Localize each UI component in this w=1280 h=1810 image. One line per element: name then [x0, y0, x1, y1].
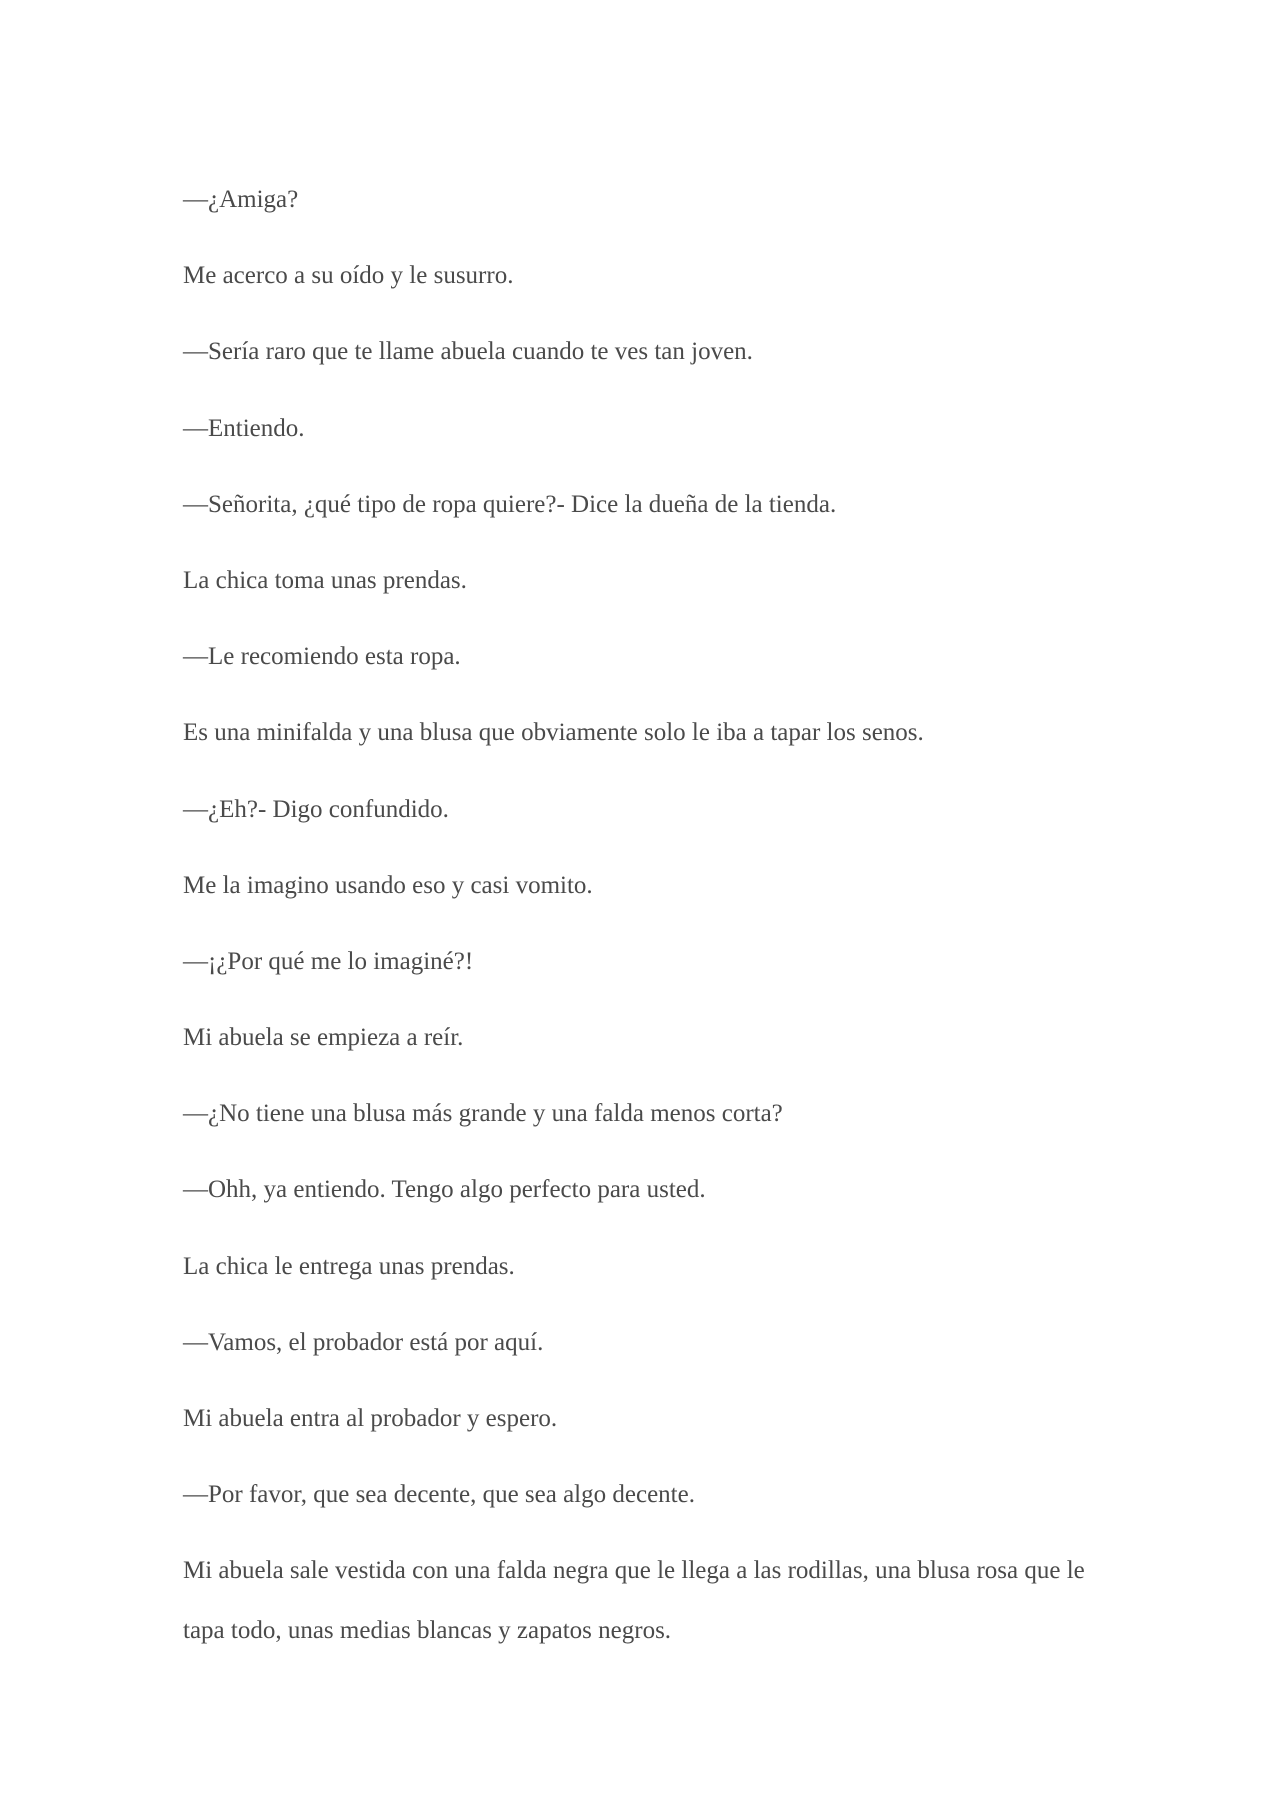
paragraph: La chica toma unas prendas. — [183, 566, 467, 594]
paragraph: Mi abuela se empieza a reír. — [183, 1024, 464, 1052]
paragraph: —¿Amiga? — [183, 186, 299, 213]
paragraph: —Sería raro que te llame abuela cuando te ves tan joven. — [183, 338, 753, 366]
paragraph: —Ohh, ya entiendo. Tengo algo perfecto para usted. — [183, 1176, 706, 1204]
paragraph: —Vamos, el probador está por aquí. — [183, 1328, 544, 1356]
paragraph: Mi abuela entra al probador y espero. — [183, 1405, 558, 1432]
paragraph: —Señorita, ¿qué tipo de ropa quiere?- Dice la dueña de la tienda. — [183, 490, 837, 518]
paragraph: Me la imagino usando eso y casi vomito. — [183, 871, 593, 899]
paragraph: —Por favor, que sea decente, que sea algo decente. — [183, 1481, 695, 1509]
paragraph: —¿Eh?- Digo confundido. — [183, 795, 449, 823]
paragraph: Mi abuela sale vestida con una falda negra que le llega a las rodillas, una blusa rosa que le tapa todo, unas medias blancas y zapatos negros. — [183, 1557, 1085, 1645]
document-body — [183, 182, 1103, 1661]
paragraph: —¿No tiene una blusa más grande y una falda menos corta? — [183, 1100, 783, 1128]
paragraph: —Entiendo. — [183, 414, 305, 442]
paragraph: La chica le entrega unas prendas. — [183, 1252, 515, 1280]
paragraph: Me acerco a su oído y le susurro. — [183, 262, 514, 290]
paragraph: Es una minifalda y una blusa que obviamente solo le iba a tapar los senos. — [183, 719, 924, 747]
paragraph: —Le recomiendo esta ropa. — [183, 643, 461, 671]
paragraph: —¡¿Por qué me lo imaginé?! — [183, 947, 474, 975]
